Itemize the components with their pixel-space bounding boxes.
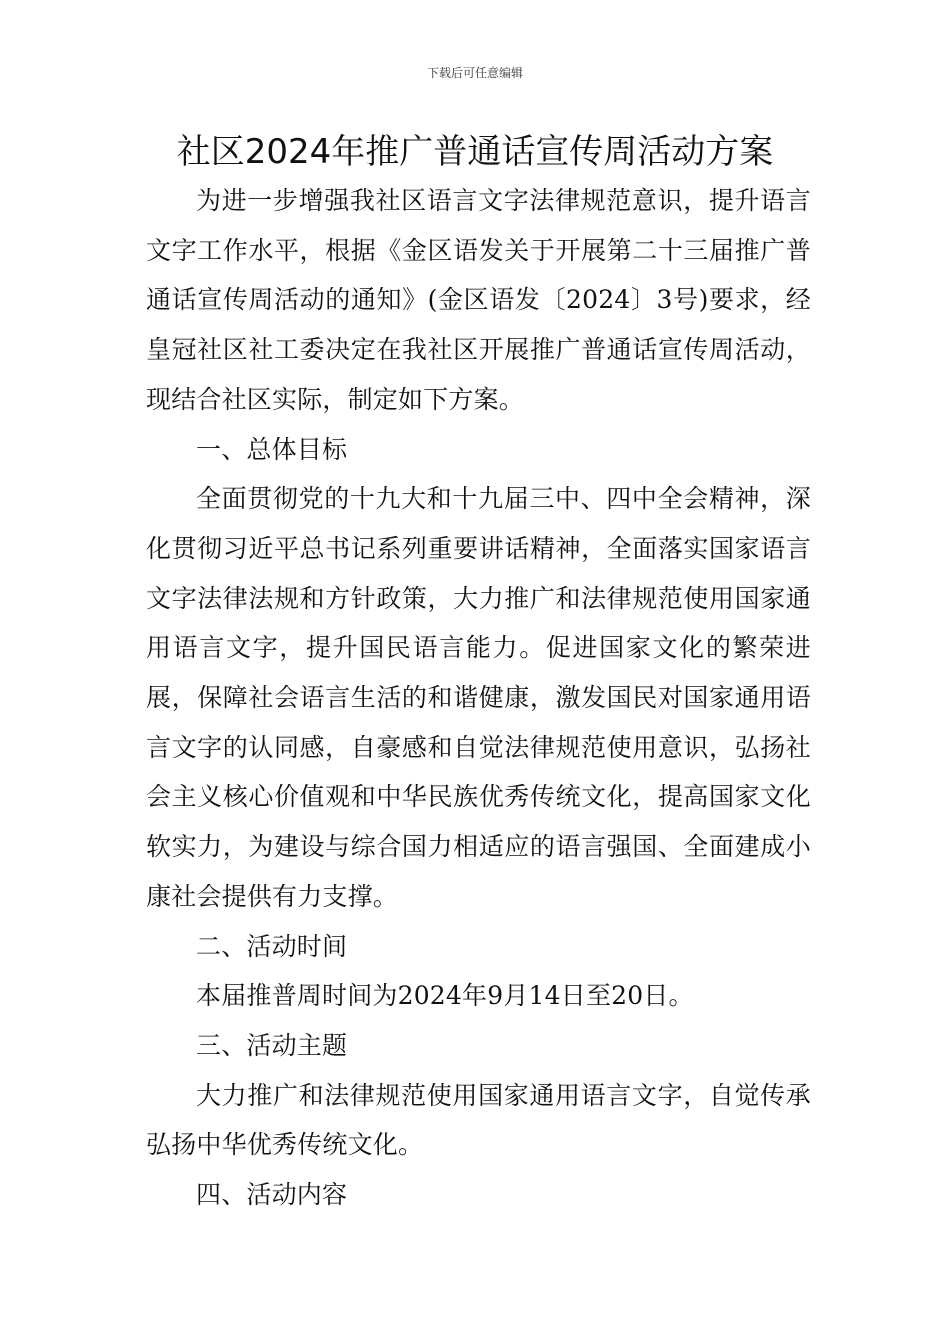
goal-paragraph: 全面贯彻党的十九大和十九届三中、四中全会精神，深化贯彻习近平总书记系列重要讲话精神，全面落实国家语言文字法律法规和方针政策，大力推广和法律规范使用国家通用语言文字，提升国民语言能力。促进国家文化的繁荣进展，保障社会语言生活的和谐健康，激发国民对国家通用语言文字的认同感，自豪感和自觉法律规范使用意识，弘扬社会主义核心价值观和中华民族优秀传统文化，提高国家文化软实力，为建设与综合国力相适应的语言强国、全面建成小康社会提供有力支撑。 — [146, 484, 811, 911]
theme-paragraph: 大力推广和法律规范使用国家通用语言文字，自觉传承弘扬中华优秀传统文化。 — [146, 1080, 811, 1160]
time-paragraph: 本届推普周时间为2024年9月14日至20日。 — [196, 981, 694, 1011]
intro-paragraph: 为进一步增强我社区语言文字法律规范意识，提升语言文字工作水平，根据《金区语发关于开展第二十三届推广普通话宣传周活动的通知》(金区语发〔2024〕3号)要求，经皇冠社区社工委决定在我社区开展推广普通话宣传周活动，现结合社区实际，制定如下方案。 — [146, 186, 811, 414]
section-heading-goal: 一、总体目标 — [196, 434, 348, 464]
section-heading-time: 二、活动时间 — [196, 931, 348, 961]
section-heading-content: 四、活动内容 — [196, 1180, 348, 1210]
document-title: 社区2024年推广普通话宣传周活动方案 — [176, 132, 774, 172]
section-heading-theme: 三、活动主题 — [196, 1030, 348, 1060]
document-body — [146, 176, 811, 1220]
header-note: 下载后可任意编辑 — [426, 66, 523, 80]
